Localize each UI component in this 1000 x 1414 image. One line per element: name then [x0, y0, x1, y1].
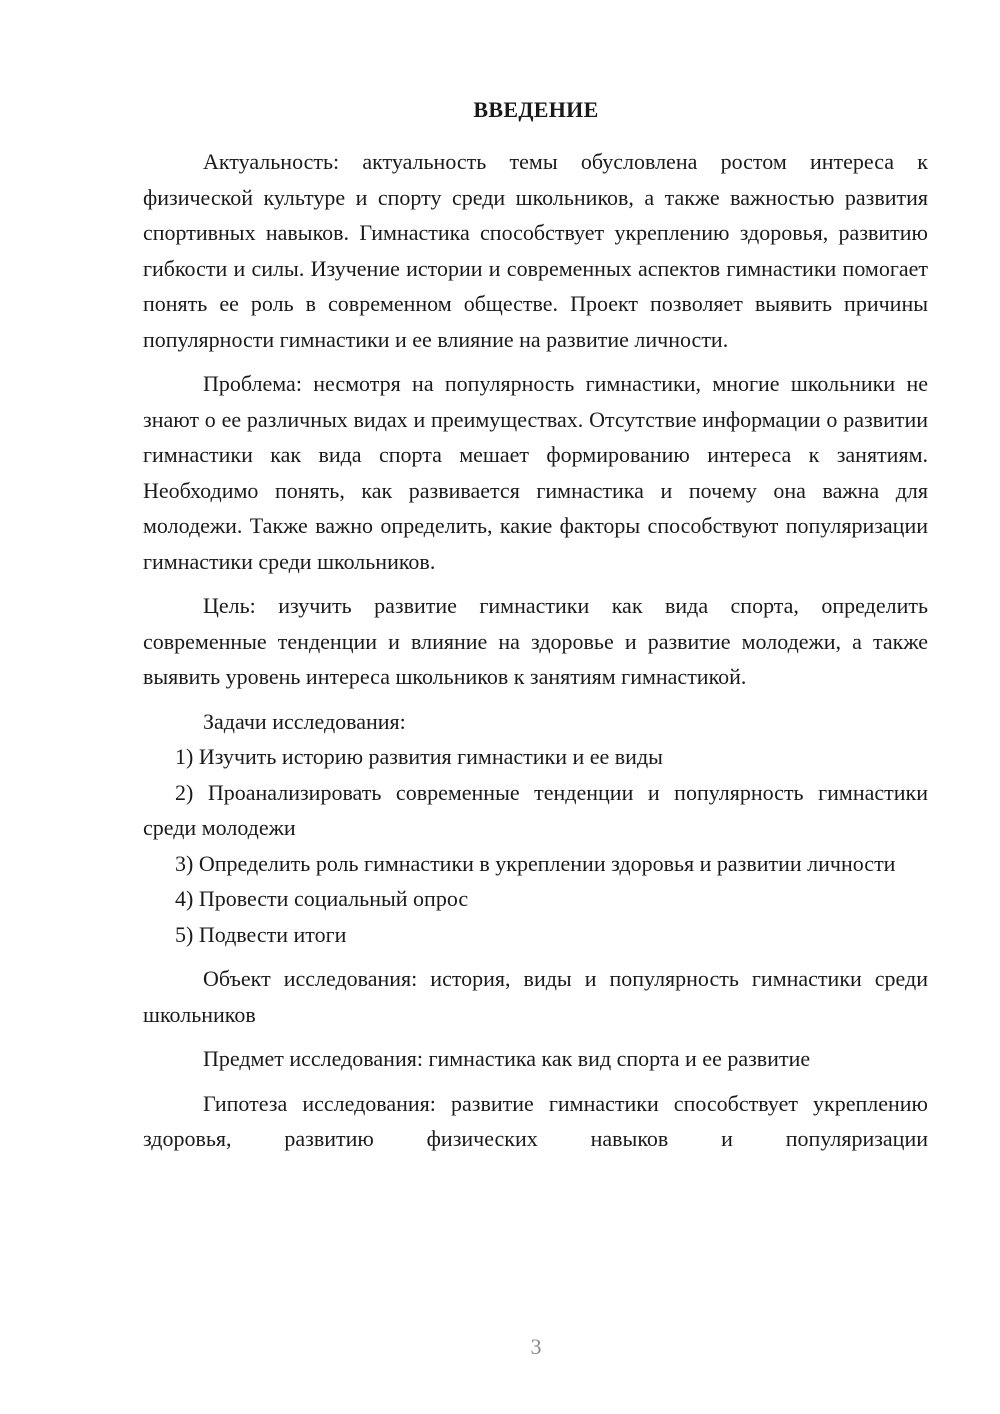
task-item-2: 2) Проанализировать современные тенденции и популярность гимнастики среди молодежи: [143, 779, 928, 840]
task-item-3: 3) Определить роль гимнастики в укреплении здоровья и развитии личности: [175, 850, 896, 876]
page-number: 3: [530, 1334, 542, 1359]
problem-paragraph: Проблема: несмотря на популярность гимнастики, многие школьники не знают о ее различных видах и преимуществах. Отсутствие информации о развитии гимнастики как вида спорта мешает формированию интереса к занятиям. Необходимо понять, как развивается гимнастика и почему она важна для молодежи. Также важно определить, какие факторы способствуют популяризации гимнастики среди школьников.: [143, 371, 928, 574]
task-item-4: 4) Провести социальный опрос: [175, 886, 469, 911]
task-item-1: 1) Изучить историю развития гимнастики и ее виды: [175, 744, 663, 769]
goal-paragraph: Цель: изучить развитие гимнастики как вида спорта, определить современные тенденции и влияние на здоровье и развитие молодежи, а также выявить уровень интереса школьников к занятиям гимнастикой.: [143, 593, 928, 689]
task-item-5: 5) Подвести итоги: [175, 921, 347, 947]
subject-paragraph: Предмет исследования: гимнастика как вид спорта и ее развитие: [203, 1046, 811, 1071]
hypothesis-paragraph: Гипотеза исследования: развитие гимнастики способствует укреплению здоровья, развитию физических навыков и популяризации: [143, 1090, 928, 1151]
tasks-heading: Задачи исследования:: [203, 708, 406, 734]
section-heading: ВВЕДЕНИЕ: [473, 97, 599, 122]
relevance-paragraph: Актуальность: актуальность темы обусловлена ростом интереса к физической культуре и спорту среди школьников, а также важностью развития спортивных навыков. Гимнастика способствует укреплению здоровья, развитию гибкости и силы. Изучение истории и современных аспектов гимнастики помогает понять ее роль в современном обществе. Проект позволяет выявить причины популярности гимнастики и ее влияние на развитие личности.: [143, 149, 928, 352]
document-body: [143, 144, 928, 1157]
object-paragraph: Объект исследования: история, виды и популярность гимнастики среди школьников: [143, 966, 928, 1027]
